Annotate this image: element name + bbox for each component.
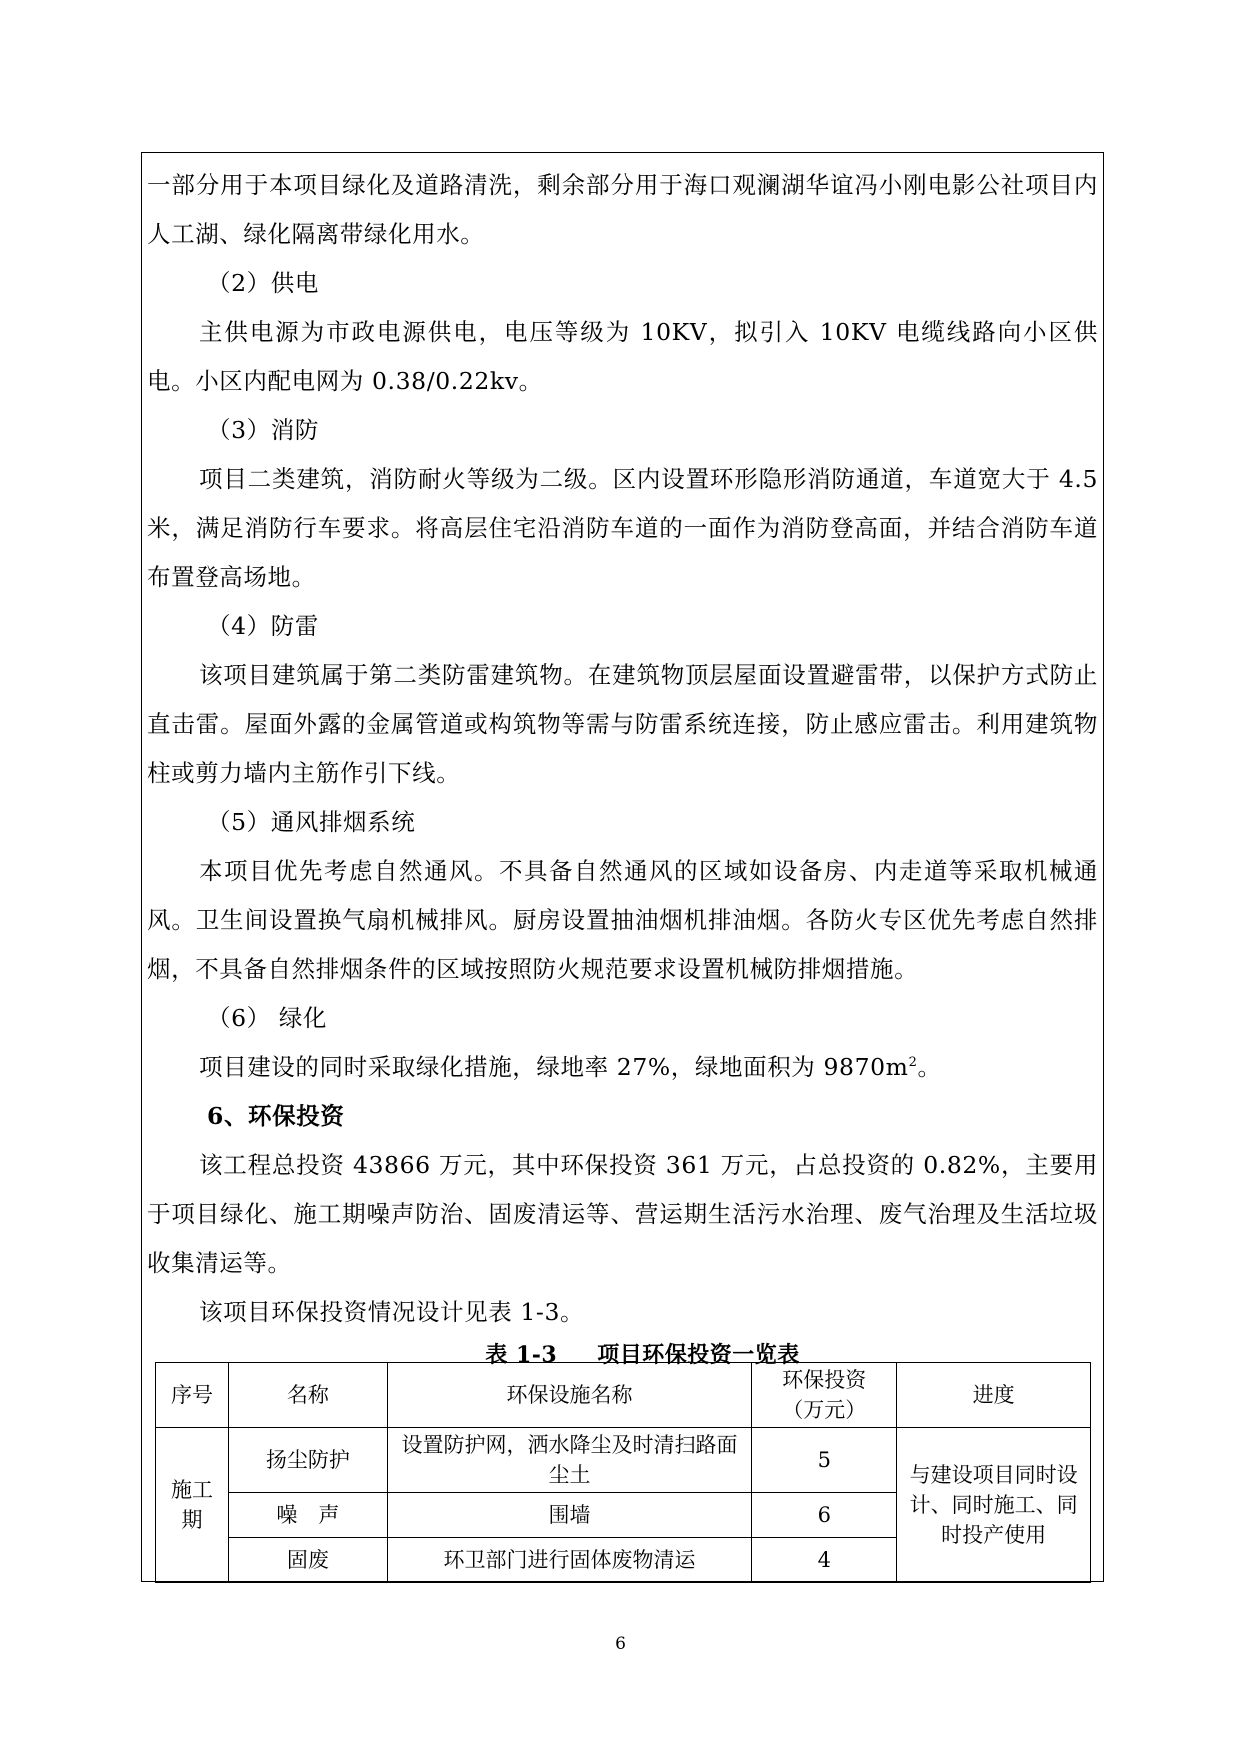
row-facility: 围墙 (387, 1493, 752, 1538)
header-investment-line1: 环保投资 (782, 1368, 867, 1392)
row-investment: 6 (752, 1493, 897, 1538)
row-facility-line1: 设置防护网，洒水降尘及时清扫路面 (401, 1433, 738, 1457)
page-number: 6 (615, 1634, 626, 1654)
heading-fire-protection: （3）消防 (207, 416, 319, 444)
table-header-row (156, 1363, 1091, 1428)
group-line2: 期 (181, 1508, 203, 1532)
table-caption-number: 表 1-3 (485, 1342, 558, 1368)
row-investment: 5 (752, 1428, 897, 1493)
header-seq: 序号 (156, 1363, 229, 1428)
group-line1: 施工 (170, 1478, 213, 1502)
paragraph-ventilation: 本项目优先考虑自然通风。不具备自然通风的区域如设备房、内走道等采取机械通风。卫生间设置换气扇机械排风。厨房设置抽油烟机排油烟。各防火专区优先考虑自然排烟，不具备自然排烟条件的区域按照防火规范要求设置机械防排烟措施。 (147, 857, 1098, 983)
table-row (156, 1428, 1091, 1493)
paragraph-lightning-protection: 该项目建筑属于第二类防雷建筑物。在建筑物顶层屋面设置避雷带，以保护方式防止直击雷。屋面外露的金属管道或构筑物等需与防雷系统连接，防止感应雷击。利用建筑物柱或剪力墙内主筋作引下线。 (147, 661, 1098, 787)
header-investment (752, 1363, 897, 1428)
header-progress: 进度 (897, 1363, 1091, 1428)
row-investment: 4 (752, 1538, 897, 1583)
heading-greening: （6） 绿化 (207, 1004, 328, 1032)
heading-ventilation: （5）通风排烟系统 (207, 808, 416, 836)
superscript: 2 (908, 1055, 918, 1071)
row-facility: 环卫部门进行固体废物清运 (387, 1538, 752, 1583)
header-facility: 环保设施名称 (387, 1363, 752, 1428)
row-name: 固废 (228, 1538, 387, 1583)
progress-cell (897, 1428, 1091, 1583)
greening-end: 。 (917, 1053, 942, 1081)
paragraph-fire-protection: 项目二类建筑，消防耐火等级为二级。区内设置环形隐形消防通道，车道宽大于 4.5 米，满足消防行车要求。将高层住宅沿消防车道的一面作为消防登高面，并结合消防车道布置登高场地。 (147, 465, 1098, 591)
body-text (142, 161, 1103, 1373)
group-cell (156, 1428, 229, 1583)
header-investment-line2: （万元） (782, 1398, 867, 1422)
paragraph-water-reuse: 一部分用于本项目绿化及道路清洗，剩余部分用于海口观澜湖华谊冯小刚电影公社项目内人工湖、绿化隔离带绿化用水。 (147, 171, 1098, 248)
row-name: 扬尘防护 (228, 1428, 387, 1493)
header-name: 名称 (228, 1363, 387, 1428)
paragraph-greening (147, 1043, 1098, 1092)
paragraph-power-supply: 主供电源为市政电源供电，电压等级为 10KV，拟引入 10KV 电缆线路向小区供电。小区内配电网为 0.38/0.22kv。 (147, 318, 1098, 395)
row-name: 噪 声 (228, 1493, 387, 1538)
row-facility-line2: 尘土 (548, 1463, 591, 1487)
env-investment-table (155, 1362, 1091, 1583)
heading-lightning-protection: （4）防雷 (207, 612, 319, 640)
greening-text: 项目建设的同时采取绿化措施，绿地率 27%，绿地面积为 9870m (199, 1053, 909, 1081)
progress-line3: 时投产使用 (941, 1523, 1047, 1547)
row-facility (387, 1428, 752, 1493)
table-caption-title: 项目环保投资一览表 (597, 1342, 800, 1368)
paragraph-investment: 该工程总投资 43866 万元，其中环保投资 361 万元，占总投资的 0.82%，主要用于项目绿化、施工期噪声防治、固废清运等、营运期生活污水治理、废气治理及生活垃圾收集清运等。 (147, 1151, 1098, 1277)
heading-power-supply: （2）供电 (207, 269, 319, 297)
paragraph-table-reference: 该项目环保投资情况设计见表 1-3。 (199, 1298, 585, 1326)
section-heading-env-investment: 6、环保投资 (207, 1102, 345, 1130)
progress-line1: 与建设项目同时设 (909, 1463, 1078, 1487)
progress-line2: 计、同时施工、同 (909, 1493, 1078, 1517)
